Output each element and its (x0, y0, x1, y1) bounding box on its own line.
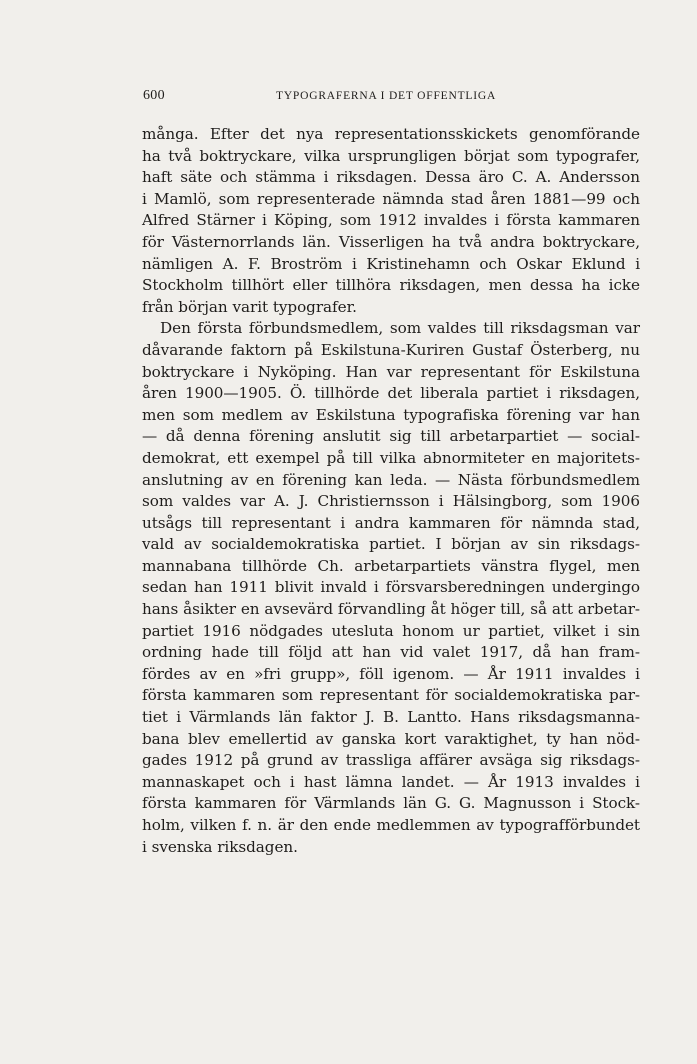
text-line: från början varit typografer. (142, 297, 357, 316)
text-line: anslutning av en förening kan leda. — Nästa förbundsmedlem (142, 470, 640, 489)
text-line: dåvarande faktorn på Eskilstuna-Kuriren Gustaf Österberg, nu (142, 340, 640, 359)
text-line: utsågs till representant i andra kammaren för nämnda stad, (142, 513, 640, 532)
text-line: första kammaren som representant för socialdemokratiska par- (142, 686, 640, 705)
text-line: sedan han 1911 blivit invald i försvarsberedningen undergingo (142, 578, 640, 597)
text-line: vald av socialdemokratiska partiet. I början av sin riksdags- (142, 535, 640, 554)
text-line: nämligen A. F. Broström i Kristinehamn och Oskar Eklund i (142, 254, 640, 273)
text-line: tiet i Värmlands län faktor J. B. Lantto. Hans riksdagsmanna- (142, 708, 640, 727)
running-title: TYPOGRAFERNA I DET OFFENTLIGA (276, 90, 497, 102)
text-line: ordning hade till följd att han vid valet 1917, då han fram- (142, 643, 640, 662)
text-line: som valdes var A. J. Christiernsson i Hälsingborg, som 1906 (142, 492, 640, 511)
text-line: bana blev emellertid av ganska kort varaktighet, ty han nöd- (142, 729, 640, 748)
text-line: demokrat, ett exempel på till vilka abnormiteter en majoritets- (142, 448, 640, 467)
text-line: åren 1900—1905. Ö. tillhörde det liberala partiet i riksdagen, (142, 384, 640, 403)
text-line: ha två boktryckare, vilka ursprungligen börjat som typografer, (142, 146, 640, 165)
text-line: gades 1912 på grund av trassliga affärer avsäga sig riksdags- (142, 751, 640, 770)
text-line: i Mamlö, som representerade nämnda stad åren 1881—99 och (142, 189, 640, 208)
text-line: boktryckare i Nyköping. Han var representant för Eskilstuna (142, 362, 640, 381)
text-line: första kammaren för Värmlands län G. G. Magnusson i Stock- (142, 794, 640, 813)
text-line: holm, vilken f. n. är den ende medlemmen av typografförbundet (142, 816, 640, 834)
text-line: fördes av en »fri grupp», föll igenom. — År 1911 invaldes i (142, 664, 640, 683)
page-number: 600 (143, 88, 165, 103)
text-line: men som medlem av Eskilstuna typografiska förening var han (142, 405, 640, 424)
text-line: många. Efter det nya representationsskickets genomförande (142, 125, 640, 143)
body-text (142, 124, 640, 858)
text-line: mannaskapet och i hast lämna landet. — År 1913 invaldes i (142, 772, 640, 791)
text-line: i svenska riksdagen. (142, 837, 298, 856)
text-line: — då denna förening anslutit sig till arbetarpartiet — social- (142, 427, 640, 446)
paragraph-2 (142, 318, 640, 858)
text-line: Den första förbundsmedlem, som valdes till riksdagsman var (160, 319, 640, 338)
text-line: Alfred Stärner i Köping, som 1912 invaldes i första kammaren (142, 211, 640, 230)
paragraph-1 (142, 124, 640, 318)
text-line: för Västernorrlands län. Visserligen ha två andra boktryckare, (142, 232, 640, 251)
text-line: partiet 1916 nödgades utesluta honom ur partiet, vilket i sin (142, 621, 640, 640)
text-line: mannabana tillhörde Ch. arbetarpartiets vänstra flygel, men (142, 556, 640, 575)
text-line: hans åsikter en avsevärd förvandling åt höger till, så att arbetar- (142, 600, 640, 619)
running-head (143, 88, 640, 110)
text-line: haft säte och stämma i riksdagen. Dessa äro C. A. Andersson (142, 168, 640, 187)
text-line: Stockholm tillhört eller tillhöra riksdagen, men dessa ha icke (142, 276, 640, 295)
